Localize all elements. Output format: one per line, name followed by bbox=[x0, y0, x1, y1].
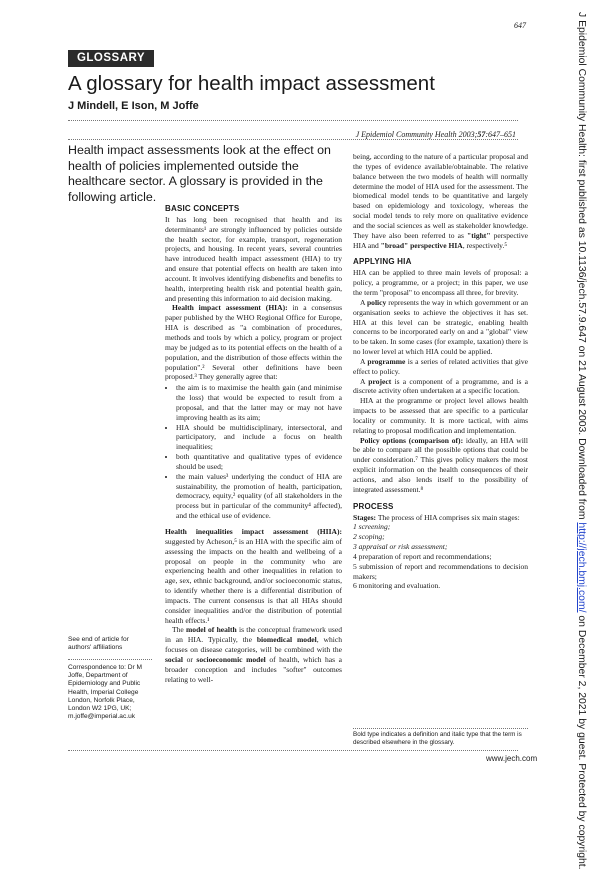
stages-definition bbox=[353, 513, 528, 523]
abstract: Health impact assessments look at the effect on health of policies implemented outside the healthcare sector. A glossary is provided in the following article. bbox=[68, 143, 331, 204]
download-notice-text: J Epidemiol Community Health: first published as 10.1136/jech.57.9.647 on 21 August 2003. Downloaded from bbox=[576, 12, 587, 523]
download-notice bbox=[576, 12, 587, 870]
policy-options-definition bbox=[353, 436, 528, 495]
programme-text: is a series of related activities that give effect to policy. bbox=[353, 356, 529, 376]
journal-website: www.jech.com bbox=[486, 754, 538, 763]
list-item: 2 scoping; bbox=[353, 532, 385, 542]
footnote: Bold type indicates a definition and italic type that the term is described elsewhere in the glossary. bbox=[353, 731, 522, 746]
list-item: 3 appraisal or risk assessment; bbox=[353, 542, 448, 552]
model-text-d: or bbox=[183, 654, 197, 664]
page-number: 647 bbox=[514, 21, 526, 30]
hia-agreement-list bbox=[165, 383, 342, 521]
hia-term: Health impact assessment (HIA): bbox=[172, 303, 288, 313]
journal-volume: 57 bbox=[477, 130, 486, 139]
list-item: • HIA should be multidisciplinary, intersectoral, and participatory, and include a focus on health inequalities; bbox=[176, 423, 342, 453]
tight-term: "tight" bbox=[467, 230, 491, 240]
broad-term: "broad" perspective HIA bbox=[380, 240, 463, 250]
basic-concepts-paragraph: It has long been recognised that health and its determinants¹ are strongly influenced by policies outside the health sector, for example, transport, regeneration projects, and housing. In recent years, several countries have introduced health impact assessment (HIA) to try and ensure that potential effects on health are taken into account. It involves identifying disbenefits and benefits to health, interpreting health risk and potential health gain, and presenting this information to aid decision making. bbox=[165, 214, 342, 303]
model-term: model of health bbox=[186, 625, 237, 635]
list-item: • the main values³ underlying the conduct of HIA are sustainability, the promotion of health, participation, democracy, equity,² equality (of all stakeholders in the process but in particular of the community⁴ affected), and the ethical use of evidence. bbox=[176, 472, 342, 521]
list-item: 1 screening; bbox=[353, 522, 391, 532]
continuation-paragraph bbox=[353, 152, 528, 250]
continuation-text: being, according to the nature of a particular proposal and the types of evidence available/obtainable. The relative balance between the two models of health will normally determine the model of HIA used for the assessment. The biomedical model tends to be quantitative and largely based on epidemiology and toxicology, whereas the social model tends to rely more on qualitative evidence and the social sciences as well as stakeholder knowledge. They have also been referred to as bbox=[353, 152, 528, 240]
model-text-b: is the conceptual framework used in an HIA. Typically, the bbox=[165, 625, 342, 645]
journal-reference bbox=[356, 130, 516, 139]
social-term: social bbox=[165, 654, 184, 664]
project-definition: A project is a component of a programme, and is a discrete activity often undertaken at a specific location. bbox=[353, 376, 528, 396]
hia-definition bbox=[165, 303, 342, 382]
applying-hia-heading: APPLYING HIA bbox=[353, 257, 412, 267]
sidenote-rule bbox=[68, 659, 152, 660]
hiia-definition bbox=[165, 527, 342, 625]
basic-concepts-heading: BASIC CONCEPTS bbox=[165, 204, 240, 213]
model-text-e: of health, which has a broader conception and includes "softer" outcomes relating to well- bbox=[165, 654, 342, 684]
section-banner: GLOSSARY bbox=[68, 50, 154, 67]
biomedical-term: biomedical model bbox=[256, 635, 317, 645]
model-paragraph bbox=[165, 625, 342, 684]
list-item: 6 monitoring and evaluation. bbox=[353, 581, 441, 591]
body-column-right bbox=[353, 152, 528, 591]
model-text-c: , which focuses on disease categories, will be combined with the bbox=[165, 635, 342, 655]
programme-term: programme bbox=[367, 356, 406, 366]
authors: J Mindell, E Ison, M Joffe bbox=[68, 100, 199, 112]
programme-definition: A programme is a series of related activities that give effect to policy. bbox=[353, 356, 529, 376]
list-item: • the aim is to maximise the health gain (and minimise the loss) that would be expected to result from a proposal, and that the latter may or may not have improving health as its aim; bbox=[176, 383, 342, 422]
policy-options-term: Policy options (comparison of): bbox=[360, 435, 464, 445]
abstract-rule bbox=[68, 139, 518, 140]
socioeconomic-term: socioeconomic model bbox=[196, 654, 266, 664]
policy-text: represents the way in which government or an organisation seeks to achieve the objectives it has set. HIA at this level can be strategic, enabling health concerns to be incorporated early on and a "global" view to be taken. In some cases (for example, taxation) there is no lower level at which HIA could be applied. bbox=[353, 297, 529, 357]
project-term: project bbox=[368, 376, 392, 386]
list-item: 5 submission of report and recommendations to decision makers; bbox=[353, 561, 528, 581]
page-title: A glossary for health impact assessment bbox=[68, 72, 435, 95]
footnote-rule bbox=[353, 728, 528, 729]
list-item: 4 preparation of report and recommendations; bbox=[353, 551, 492, 561]
header-rule bbox=[68, 120, 518, 121]
hia-definition-text: in a consensus paper published by the WHO Regional Office for Europe, HIA is described as "a combination of procedures, methods and tools by which a policy, program or project may be judged as to its potential effects on the health of a population, and the distribution of those effects within the population".² Several other definitions have been proposed.³ They generally agree that: bbox=[165, 303, 342, 382]
policy-term: policy bbox=[366, 297, 387, 307]
copyright-notice: on December 2, 2021 by guest. Protected by copyright. bbox=[576, 612, 587, 870]
hiia-term: Health inequalities impact assessment (HIIA): bbox=[165, 527, 342, 536]
list-item: • both quantitative and qualitative types of evidence should be used; bbox=[176, 452, 342, 472]
correspondence-note: Correspondence to: Dr M Joffe, Department of Epidemiology and Public Health, Imperial College London, Norfolk Place, London W2 1PG, UK; m.joffe@imperial.ac.uk bbox=[68, 664, 143, 721]
stages-text: The process of HIA comprises six main stages: bbox=[376, 512, 520, 522]
body-column-left bbox=[165, 204, 342, 685]
level-paragraph: HIA at the programme or project level allows health impacts to be assessed that are specific to a particular locality or community. It is more tactical, with aims relating to proposal modification and implementation. bbox=[353, 396, 528, 435]
continuation-text-b: perspective HIA and bbox=[353, 230, 528, 250]
model-text-a: The bbox=[172, 625, 187, 635]
policy-definition: A policy represents the way in which government or an organisation seeks to achieve the objectives it has set. HIA at this level can be strategic, enabling health concerns to be incorporated early on and a "global" view to be taken. In some cases (for example, taxation) there is no lower level at which HIA could be applied. bbox=[353, 297, 529, 357]
process-heading: PROCESS bbox=[353, 501, 394, 511]
affiliations-note: See end of article for authors' affiliations bbox=[68, 636, 129, 652]
footer-rule bbox=[68, 750, 518, 751]
project-text: is a component of a programme, and is a discrete activity often undertaken at a specific location. bbox=[353, 376, 528, 396]
continuation-text-c: , respectively.⁵ bbox=[462, 240, 507, 250]
journal-year: 2003; bbox=[458, 130, 478, 139]
journal-pages: :647–651 bbox=[485, 130, 516, 139]
download-sidebar bbox=[575, 12, 587, 870]
journal-link[interactable]: http://jech.bmj.com/ bbox=[576, 522, 587, 613]
journal-name: J Epidemiol Community Health bbox=[355, 130, 457, 139]
applying-paragraph: HIA can be applied to three main levels of proposal: a policy, a programme, or a project; in this paper, we use the term "proposal" to encompass all three, for brevity. bbox=[353, 268, 528, 297]
stages-term: Stages: bbox=[353, 512, 377, 522]
policy-options-text: ideally, an HIA will be able to compare all the possible options that could be under consideration.⁷ This gives policy makers the most explicit information on the health consequences of their actions, and also lends itself to the possibility of integrated assessment.⁸ bbox=[353, 435, 528, 494]
hiia-definition-text: suggested by Acheson,⁵ is an HIA with the specific aim of assessing the impacts on the health and wellbeing of a proposal on people in the community who are experiencing health and other inequalities in relation to age, sex, ethnic background, and/or socioeconomic status, to identify whether there is a differential distribution of impacts. The current consensus is that all HIAs should consider inequalities and/or the distribution of potential health effects.¹ bbox=[165, 536, 342, 625]
